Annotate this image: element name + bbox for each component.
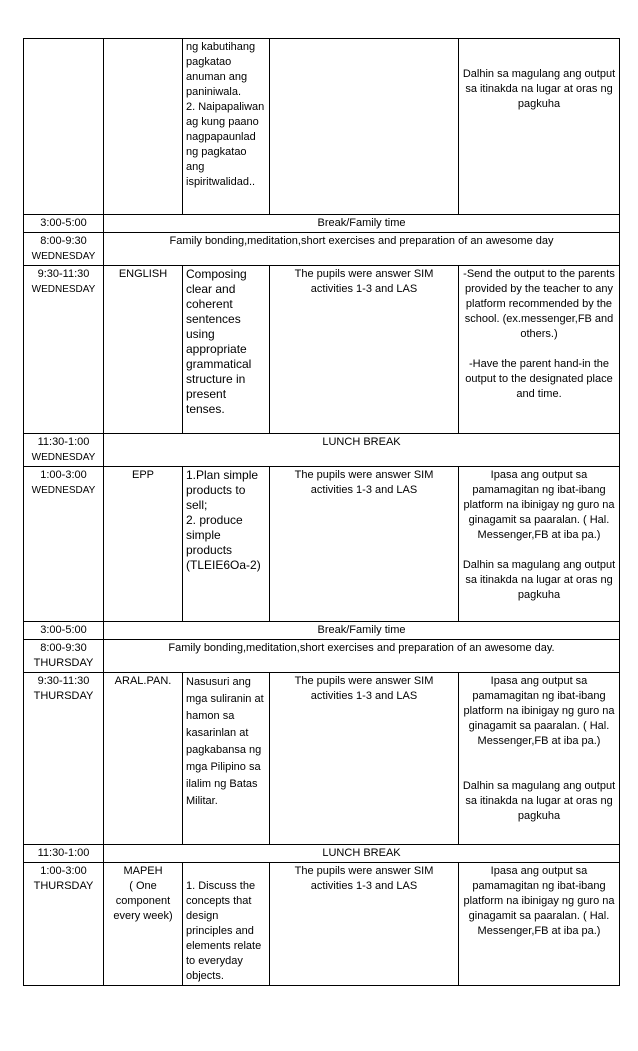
competency-cell — [183, 863, 270, 986]
day-text: WEDNESDAY — [31, 452, 96, 463]
family-bonding-cell: Family bonding,meditation,short exercises and preparation of an awesome day — [104, 233, 620, 266]
time-cell: 3:00-5:00 — [24, 215, 104, 233]
time-text: 1:00-3:00 — [40, 469, 87, 481]
time-cell — [24, 673, 104, 845]
time-cell — [24, 233, 104, 266]
time-text: 8:00-9:30 — [40, 642, 87, 654]
table-row — [24, 845, 620, 863]
table-row — [24, 39, 620, 215]
competency-text: 1. Discuss the concepts that design principles and elements relate to everyday objects. — [186, 880, 262, 982]
day-text: WEDNESDAY — [31, 485, 96, 496]
table-row — [24, 863, 620, 986]
day-text: WEDNESDAY — [31, 251, 96, 262]
time-text: 1:00-3:00 — [40, 865, 87, 877]
time-cell — [24, 434, 104, 467]
activity-cell: The pupils were answer SIM activities 1-3 and LAS — [270, 673, 459, 845]
activity-cell: The pupils were answer SIM activities 1-3 and LAS — [270, 266, 459, 434]
remarks-text: Dalhin sa magulang ang output sa itinakda na lugar at oras ng pagkuha — [462, 68, 616, 110]
day-text: THURSDAY — [33, 657, 94, 669]
competency-cell: Nasusuri ang mga suliranin at hamon sa kasarinlan at pagkabansa ng mga Pilipino sa ilalim ng Batas Militar. — [183, 673, 270, 845]
remarks-cell — [459, 39, 620, 215]
time-text: 9:30-11:30 — [37, 268, 90, 280]
time-text: 9:30-11:30 — [37, 675, 90, 687]
remarks-cell: -Send the output to the parents provided by the teacher to any platform recommended by the school. (ex.messenger,FB and others.) -Have the parent hand-in the output to the designated place and time. — [459, 266, 620, 434]
subject-cell: MAPEH ( One component every week) — [104, 863, 183, 986]
remarks-cell: Ipasa ang output sa pamamagitan ng ibat-ibang platform na ibinigay ng guro na ginagamit sa paaralan. ( Hal. Messenger,FB at iba pa.) — [459, 863, 620, 986]
lunch-break-cell: LUNCH BREAK — [104, 434, 620, 467]
time-text: 11:30-1:00 — [37, 436, 90, 448]
remarks-cell: Ipasa ang output sa pamamagitan ng ibat-ibang platform na ibinigay ng guro na ginagamit sa paaralan. ( Hal. Messenger,FB at iba pa.) Dalhin sa magulang ang output sa itinakda na lugar at oras ng pagkuha — [459, 467, 620, 622]
time-cell — [24, 266, 104, 434]
table-row — [24, 673, 620, 845]
remarks-cell: Ipasa ang output sa pamamagitan ng ibat-ibang platform na ibinigay ng guro na ginagamit sa paaralan. ( Hal. Messenger,FB at iba pa.) Dalhin sa magulang ang output sa itinakda na lugar at oras ng pagkuha — [459, 673, 620, 845]
time-cell — [24, 640, 104, 673]
subject-cell — [104, 39, 183, 215]
time-text: 8:00-9:30 — [40, 235, 87, 247]
subject-cell: EPP — [104, 467, 183, 622]
time-cell — [24, 39, 104, 215]
activity-cell — [270, 39, 459, 215]
subject-cell: ARAL.PAN. — [104, 673, 183, 845]
break-cell: Break/Family time — [104, 215, 620, 233]
time-cell — [24, 863, 104, 986]
table-row — [24, 233, 620, 266]
table-row — [24, 266, 620, 434]
lesson-plan-table — [23, 38, 620, 986]
table-row — [24, 622, 620, 640]
lunch-break-cell: LUNCH BREAK — [104, 845, 620, 863]
activity-cell: The pupils were answer SIM activities 1-3 and LAS — [270, 467, 459, 622]
table-row — [24, 467, 620, 622]
family-bonding-cell: Family bonding,meditation,short exercises and preparation of an awesome day. — [104, 640, 620, 673]
time-cell: 11:30-1:00 — [24, 845, 104, 863]
activity-cell: The pupils were answer SIM activities 1-3 and LAS — [270, 863, 459, 986]
time-cell: 3:00-5:00 — [24, 622, 104, 640]
day-text: WEDNESDAY — [31, 284, 96, 295]
table-row — [24, 434, 620, 467]
subject-cell: ENGLISH — [104, 266, 183, 434]
competency-cell: Composing clear and coherent sentences using appropriate grammatical structure in present tenses. — [183, 266, 270, 434]
competency-cell: ng kabutihang pagkatao anuman ang paniniwala. 2. Naipapaliwan ag kung paano nagpapaunlad ng pagkatao ang ispiritwalidad.. — [183, 39, 270, 215]
time-cell — [24, 467, 104, 622]
day-text: THURSDAY — [33, 880, 94, 892]
break-cell: Break/Family time — [104, 622, 620, 640]
day-text: THURSDAY — [33, 690, 94, 702]
table-row — [24, 215, 620, 233]
competency-cell: 1.Plan simple products to sell; 2. produce simple products (TLEIE6Oa-2) — [183, 467, 270, 622]
table-row — [24, 640, 620, 673]
